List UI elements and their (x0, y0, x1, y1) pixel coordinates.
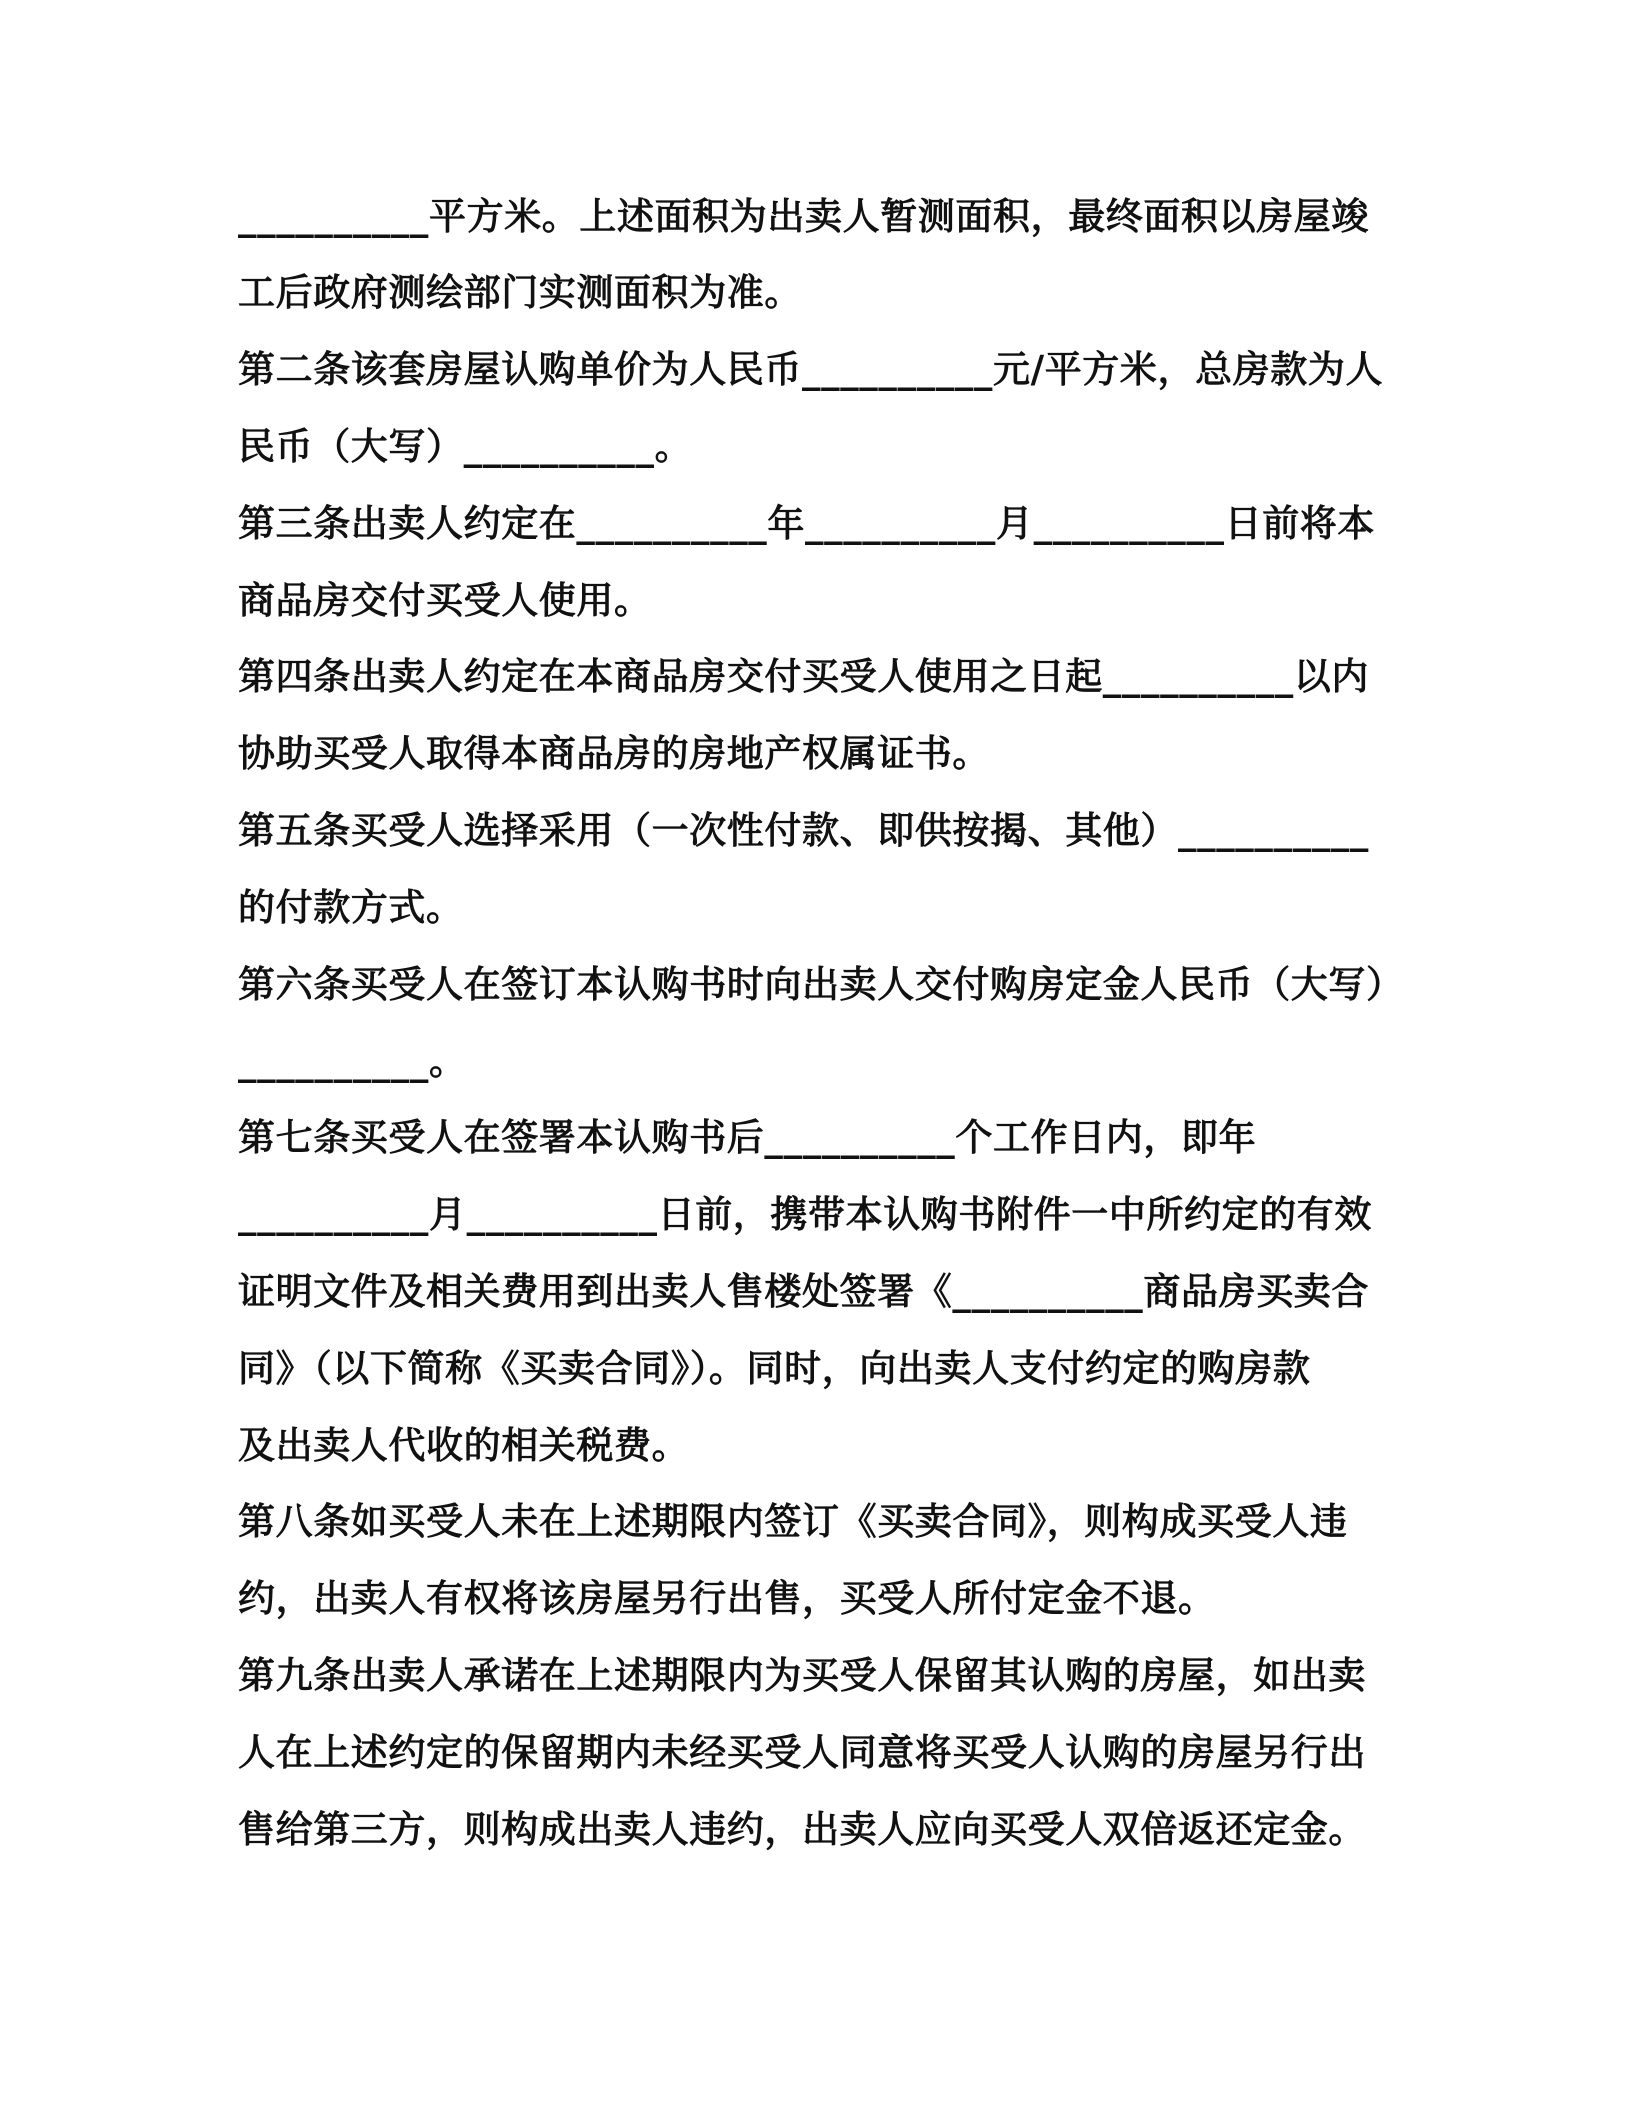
text-line: 约，出卖人有权将该房屋另行出售，买受人所付定金不退。 (238, 1577, 1216, 1620)
text-line: __________。 (238, 1040, 467, 1083)
text-line: 第七条买受人在签署本认购书后__________个工作日内，即年 (238, 1116, 1257, 1159)
text-line: 第四条出卖人约定在本商品房交付买受人使用之日起__________以内 (238, 655, 1369, 698)
text-line: 及出卖人代收的相关税费。 (238, 1424, 690, 1467)
text-line: 第五条买受人选择采用（一次性付款、即供按揭、其他）__________ (238, 809, 1369, 852)
text-line: 同》（以下简称《买卖合同》）。同时，向出卖人支付约定的购房款 (238, 1347, 1311, 1390)
text-line: 的付款方式。 (238, 886, 464, 929)
text-line: 工后政府测绘部门实测面积为准。 (238, 271, 802, 314)
text-line: 证明文件及相关费用到出卖人售楼处签署《__________商品房买卖合 (238, 1270, 1369, 1313)
text-line: 协助买受人取得本商品房的房地产权属证书。 (238, 732, 990, 775)
text-line: 第六条买受人在签订本认购书时向出卖人交付购房定金人民币（大写） (238, 963, 1404, 1006)
text-line: 人在上述约定的保留期内未经买受人同意将买受人认购的房屋另行出 (238, 1731, 1366, 1774)
text-line: 第八条如买受人未在上述期限内签订《买卖合同》，则构成买受人违 (238, 1500, 1348, 1543)
text-line: 售给第三方，则构成出卖人违约，出卖人应向买受人双倍返还定金。 (238, 1808, 1366, 1851)
text-line: 第二条该套房屋认购单价为人民币__________元/平方米，总房款为人 (238, 348, 1384, 391)
text-line: 第九条出卖人承诺在上述期限内为买受人保留其认购的房屋，如出卖 (238, 1654, 1366, 1697)
text-line: 第三条出卖人约定在__________年__________月__________日前将本 (238, 502, 1375, 545)
text-line: __________月__________日前，携带本认购书附件一中所约定的有效 (238, 1193, 1372, 1236)
text-line: __________平方米。上述面积为出卖人暂测面积，最终面积以房屋竣 (238, 195, 1369, 238)
text-line: 民币（大写）__________。 (238, 425, 693, 468)
text-line: 商品房交付买受人使用。 (238, 579, 652, 622)
